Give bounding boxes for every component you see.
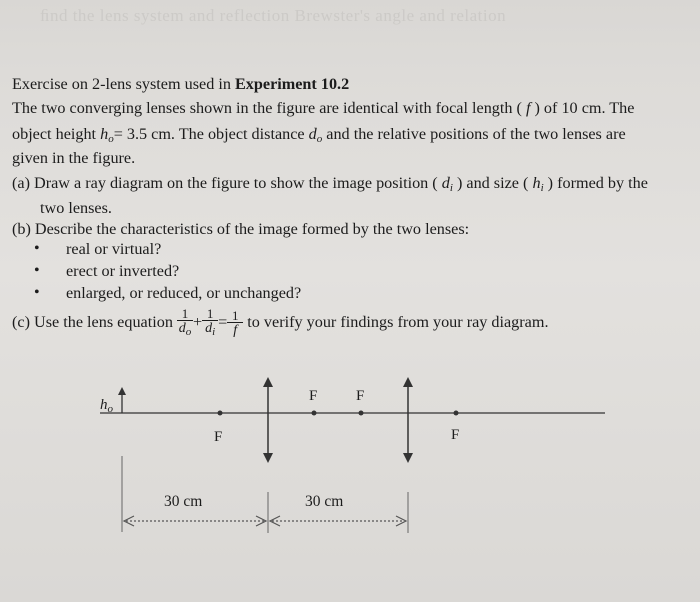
intro-line-1: The two converging lenses shown in the figure are identical with focal length ( f ) of 10 cm. The bbox=[12, 99, 635, 117]
bullet: • bbox=[34, 262, 40, 279]
bullet: • bbox=[34, 240, 40, 257]
fraction-1-over-f: $\frac{1}{f}$ bbox=[227, 309, 243, 338]
distance-label-2: 30 cm bbox=[305, 493, 344, 510]
object-arrow-head bbox=[118, 387, 126, 395]
focal-label: F bbox=[356, 388, 365, 404]
bullet: • bbox=[34, 284, 40, 301]
bullet-item-3: enlarged, or reduced, or unchanged? bbox=[66, 284, 302, 302]
part-b-text: (b) Describe the characteristics of the image formed by the two lenses: bbox=[12, 220, 470, 238]
lens-1-bottom-arrow bbox=[263, 453, 273, 463]
fraction-1-over-di: $\frac{1}{d_i}$ bbox=[202, 307, 218, 340]
object-height-label: $h_o$ bbox=[100, 397, 113, 415]
focal-label: F bbox=[214, 429, 223, 445]
focal-point bbox=[454, 411, 459, 416]
focal-label: F bbox=[309, 388, 318, 404]
lens-2-bottom-arrow bbox=[403, 453, 413, 463]
distance-arrow bbox=[270, 516, 280, 526]
intro-line-2: object height $h_o= 3.5$ cm. The object distance $d_o$ and the relative positions of the two lenses are bbox=[12, 125, 626, 145]
fraction-1-over-do: $\frac{1}{d_o}$ bbox=[178, 305, 192, 338]
lens-1-top-arrow bbox=[263, 377, 273, 387]
part-c-line: (c) Use the lens equation $\frac{1}{d_o}$ + $\frac{1}{d_i}$ = $\frac{1}{f}$ to verify your findings from your ray diagram. bbox=[12, 305, 549, 338]
lens-2-top-arrow bbox=[403, 377, 413, 387]
part-a-line-1: (a) Draw a ray diagram on the figure to show the image position ( $d_i$ ) and size ( $h_i$ ) formed by the bbox=[12, 174, 648, 194]
focal-point bbox=[312, 411, 317, 416]
distance-arrow bbox=[256, 516, 266, 526]
part-a-line-2: two lenses. bbox=[40, 199, 112, 217]
intro-line-3: given in the figure. bbox=[12, 149, 136, 167]
bullet-item-2: erect or inverted? bbox=[66, 262, 180, 280]
bleed-through-text: ﬁnd the lens system and reflection Brewster's angle and relation bbox=[40, 6, 507, 25]
bullet-item-1: real or virtual? bbox=[66, 240, 162, 258]
focal-point bbox=[359, 411, 364, 416]
distance-label-1: 30 cm bbox=[164, 493, 203, 510]
exercise-title: Exercise on 2-lens system used in Experiment 10.2 bbox=[12, 75, 350, 93]
distance-arrow bbox=[124, 516, 134, 526]
focal-label: F bbox=[451, 427, 460, 443]
focal-point bbox=[218, 411, 223, 416]
